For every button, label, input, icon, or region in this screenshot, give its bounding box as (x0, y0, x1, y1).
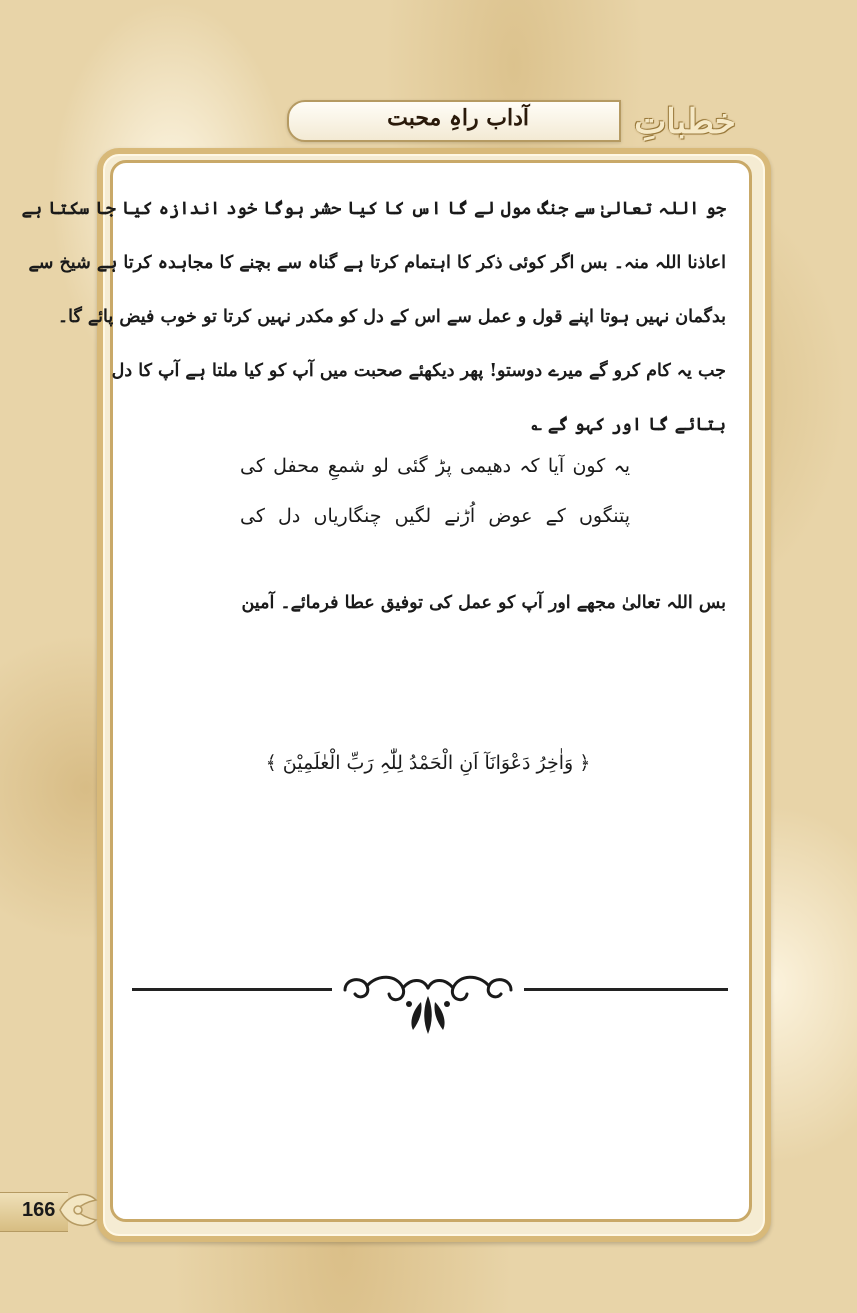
couplet-line-1: یہ کون آیا کہ دھیمی پڑ گئی لو شمعِ محفل کی (240, 455, 630, 477)
paragraph-line: بتائے گا اور کہو گے ؎ (531, 415, 726, 435)
page-number-ornament-icon (56, 1186, 100, 1234)
paragraph-line: جو اللہ تعالیٰ سے جنگ مول لے گا اس کا کیا حشر ہوگا خود اندازہ کیا جا سکتا ہے (21, 199, 726, 219)
chapter-title-box (287, 100, 621, 142)
paragraph-line: جب یہ کام کرو گے میرے دوستو! پھر دیکھئے صحبت میں آپ کو کیا ملتا ہے آپ کا دل (111, 361, 726, 381)
book-title-logo: خطباتِ (634, 102, 736, 142)
divider-line-right (524, 988, 728, 991)
divider-line-left (132, 988, 332, 991)
page-number: 166 (22, 1199, 56, 1221)
couplet-line-2: پتنگوں کے عوض اُڑنے لگیں چنگاریاں دل کی (240, 505, 630, 527)
floral-ornament-icon (337, 968, 519, 1038)
chapter-title: آداب راہِ محبت (387, 105, 529, 131)
main-paragraph (21, 182, 726, 452)
paragraph-line: بدگمان نہیں ہوتا اپنے قول و عمل سے اس کے دل کو مکدر نہیں کرتا تو خوب فیض پائے گا۔ (57, 307, 726, 327)
paragraph-line: اعاذنا اللہ منہ۔ بس اگر کوئی ذکر کا اہتمام کرتا ہے گناہ سے بچنے کا مجاہدہ کرتا ہے شیخ سے (28, 253, 726, 273)
dua-verse: ﴿ وَاٰخِرُ دَعْوَانَآ اَنِ الْحَمْدُ لِلّٰہِ رَبِّ الْعٰلَمِیْنَ ﴾ (265, 752, 591, 774)
closing-prayer: بس اللہ تعالیٰ مجھے اور آپ کو عمل کی توفیق عطا فرمائے۔ آمین (241, 593, 726, 613)
